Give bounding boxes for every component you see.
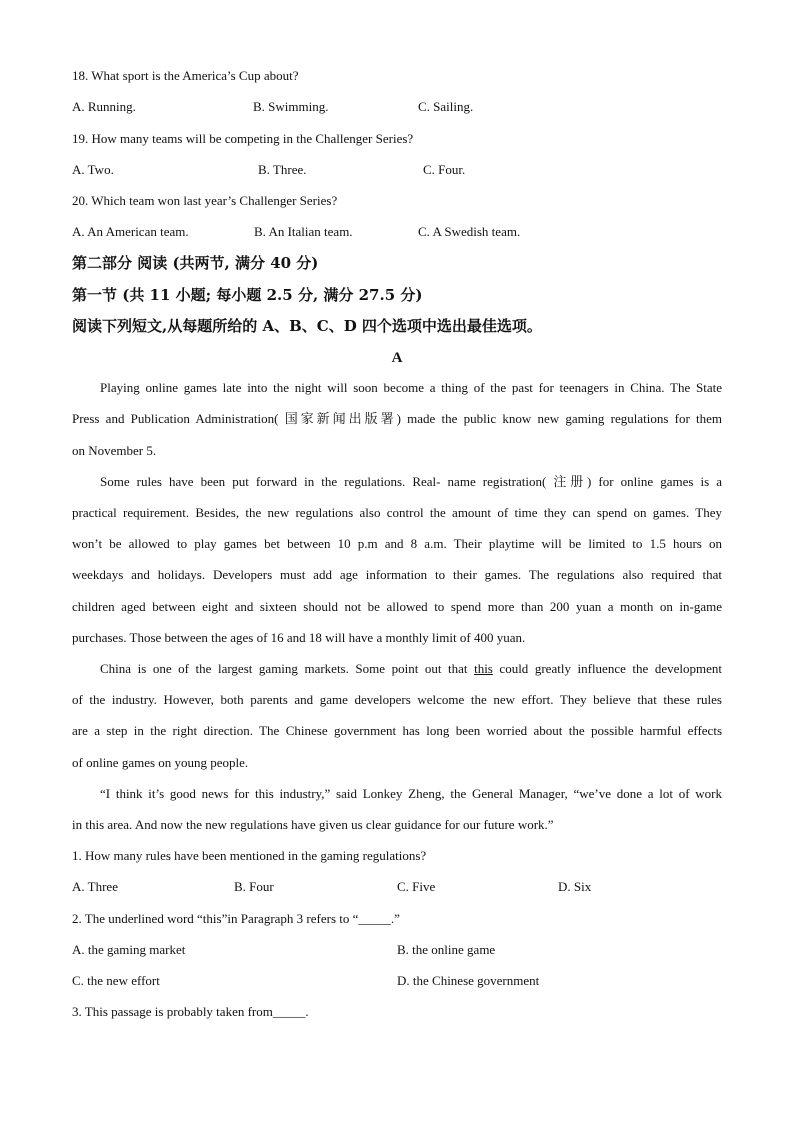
paragraph-3-text: could greatly influence the development (492, 661, 722, 676)
question-19: 19. How many teams will be competing in the Challenger Series? (72, 131, 414, 146)
section-subtitle: 第一节 (共 11 小题; 每小题 2.5 分, 满分 27.5 分) (72, 286, 423, 304)
part-title: 第二部分 阅读 (共两节, 满分 40 分) (72, 254, 319, 272)
paragraph-2-line: purchases. Those between the ages of 16 and 18 will have a monthly limit of 400 yuan. (72, 630, 526, 645)
q2-option-b: B. the online game (397, 942, 496, 957)
q2-option-c: C. the new effort (72, 973, 160, 988)
q20-option-c: C. A Swedish team. (418, 224, 521, 239)
q20-option-b: B. An Italian team. (254, 224, 353, 239)
paragraph-3-text: China is one of the largest gaming markets. Some point out that (100, 661, 475, 676)
q19-option-b: B. Three. (258, 162, 307, 177)
paragraph-2-line: children aged between eight and sixteen should not be allowed to spend more than 200 yuan a month on in-game (72, 599, 722, 614)
q1-option-c: C. Five (397, 879, 436, 894)
section-instruction: 阅读下列短文,从每题所给的 A、B、C、D 四个选项中选出最佳选项。 (72, 317, 542, 335)
paragraph-1-line: Press and Publication Administration( 国家新闻出版署) made the public know new gaming regulations for them (72, 411, 722, 426)
q2-option-d: D. the Chinese government (397, 973, 540, 988)
q18-option-b: B. Swimming. (253, 99, 329, 114)
question-2: 2. The underlined word “this”in Paragraph 3 refers to “_____.” (72, 911, 400, 926)
paragraph-2-line: won’t be allowed to play games bet between 10 p.m and 8 a.m. Their playtime will be limited to 1.5 hours on (72, 536, 722, 551)
question-18: 18. What sport is the America’s Cup about? (72, 68, 299, 83)
q20-option-a: A. An American team. (72, 224, 189, 239)
q18-option-a: A. Running. (72, 99, 136, 114)
question-20: 20. Which team won last year’s Challenger Series? (72, 193, 338, 208)
q1-option-b: B. Four (234, 879, 274, 894)
question-1: 1. How many rules have been mentioned in the gaming regulations? (72, 848, 427, 863)
paragraph-1-line: on November 5. (72, 443, 157, 458)
paragraph-2-line: weekdays and holidays. Developers must add age information to their games. The regulations also required that (72, 567, 722, 582)
paragraph-3-line: of online games on young people. (72, 755, 249, 770)
q1-option-d: D. Six (558, 879, 592, 894)
paragraph-2-line: Some rules have been put forward in the regulations. Real- name registration( 注册) for online games is a (100, 474, 722, 489)
paragraph-4-line: in this area. And now the new regulations have given us clear guidance for our future work.” (72, 817, 554, 832)
passage-label: A (391, 350, 403, 366)
paragraph-2-line: practical requirement. Besides, the new regulations also control the amount of time they can spend on games. They (72, 505, 722, 520)
q19-option-c: C. Four. (423, 162, 466, 177)
q2-option-a: A. the gaming market (72, 942, 186, 957)
q18-option-c: C. Sailing. (418, 99, 474, 114)
paragraph-4-line: “I think it’s good news for this industry,” said Lonkey Zheng, the General Manager, “we’ve done a lot of work (100, 786, 722, 801)
paragraph-1-line: Playing online games late into the night will soon become a thing of the past for teenagers in China. The State (100, 380, 722, 395)
q1-option-a: A. Three (72, 879, 118, 894)
underlined-word-this: this (474, 661, 493, 676)
q19-option-a: A. Two. (72, 162, 114, 177)
paragraph-3-line: are a step in the right direction. The Chinese government has long been worried about the possible harmful effects (72, 723, 722, 738)
paragraph-3-line: of the industry. However, both parents and game developers welcome the new effort. They believe that these rules (72, 692, 722, 707)
paragraph-3-line (100, 661, 722, 677)
question-3: 3. This passage is probably taken from_____. (72, 1004, 309, 1019)
